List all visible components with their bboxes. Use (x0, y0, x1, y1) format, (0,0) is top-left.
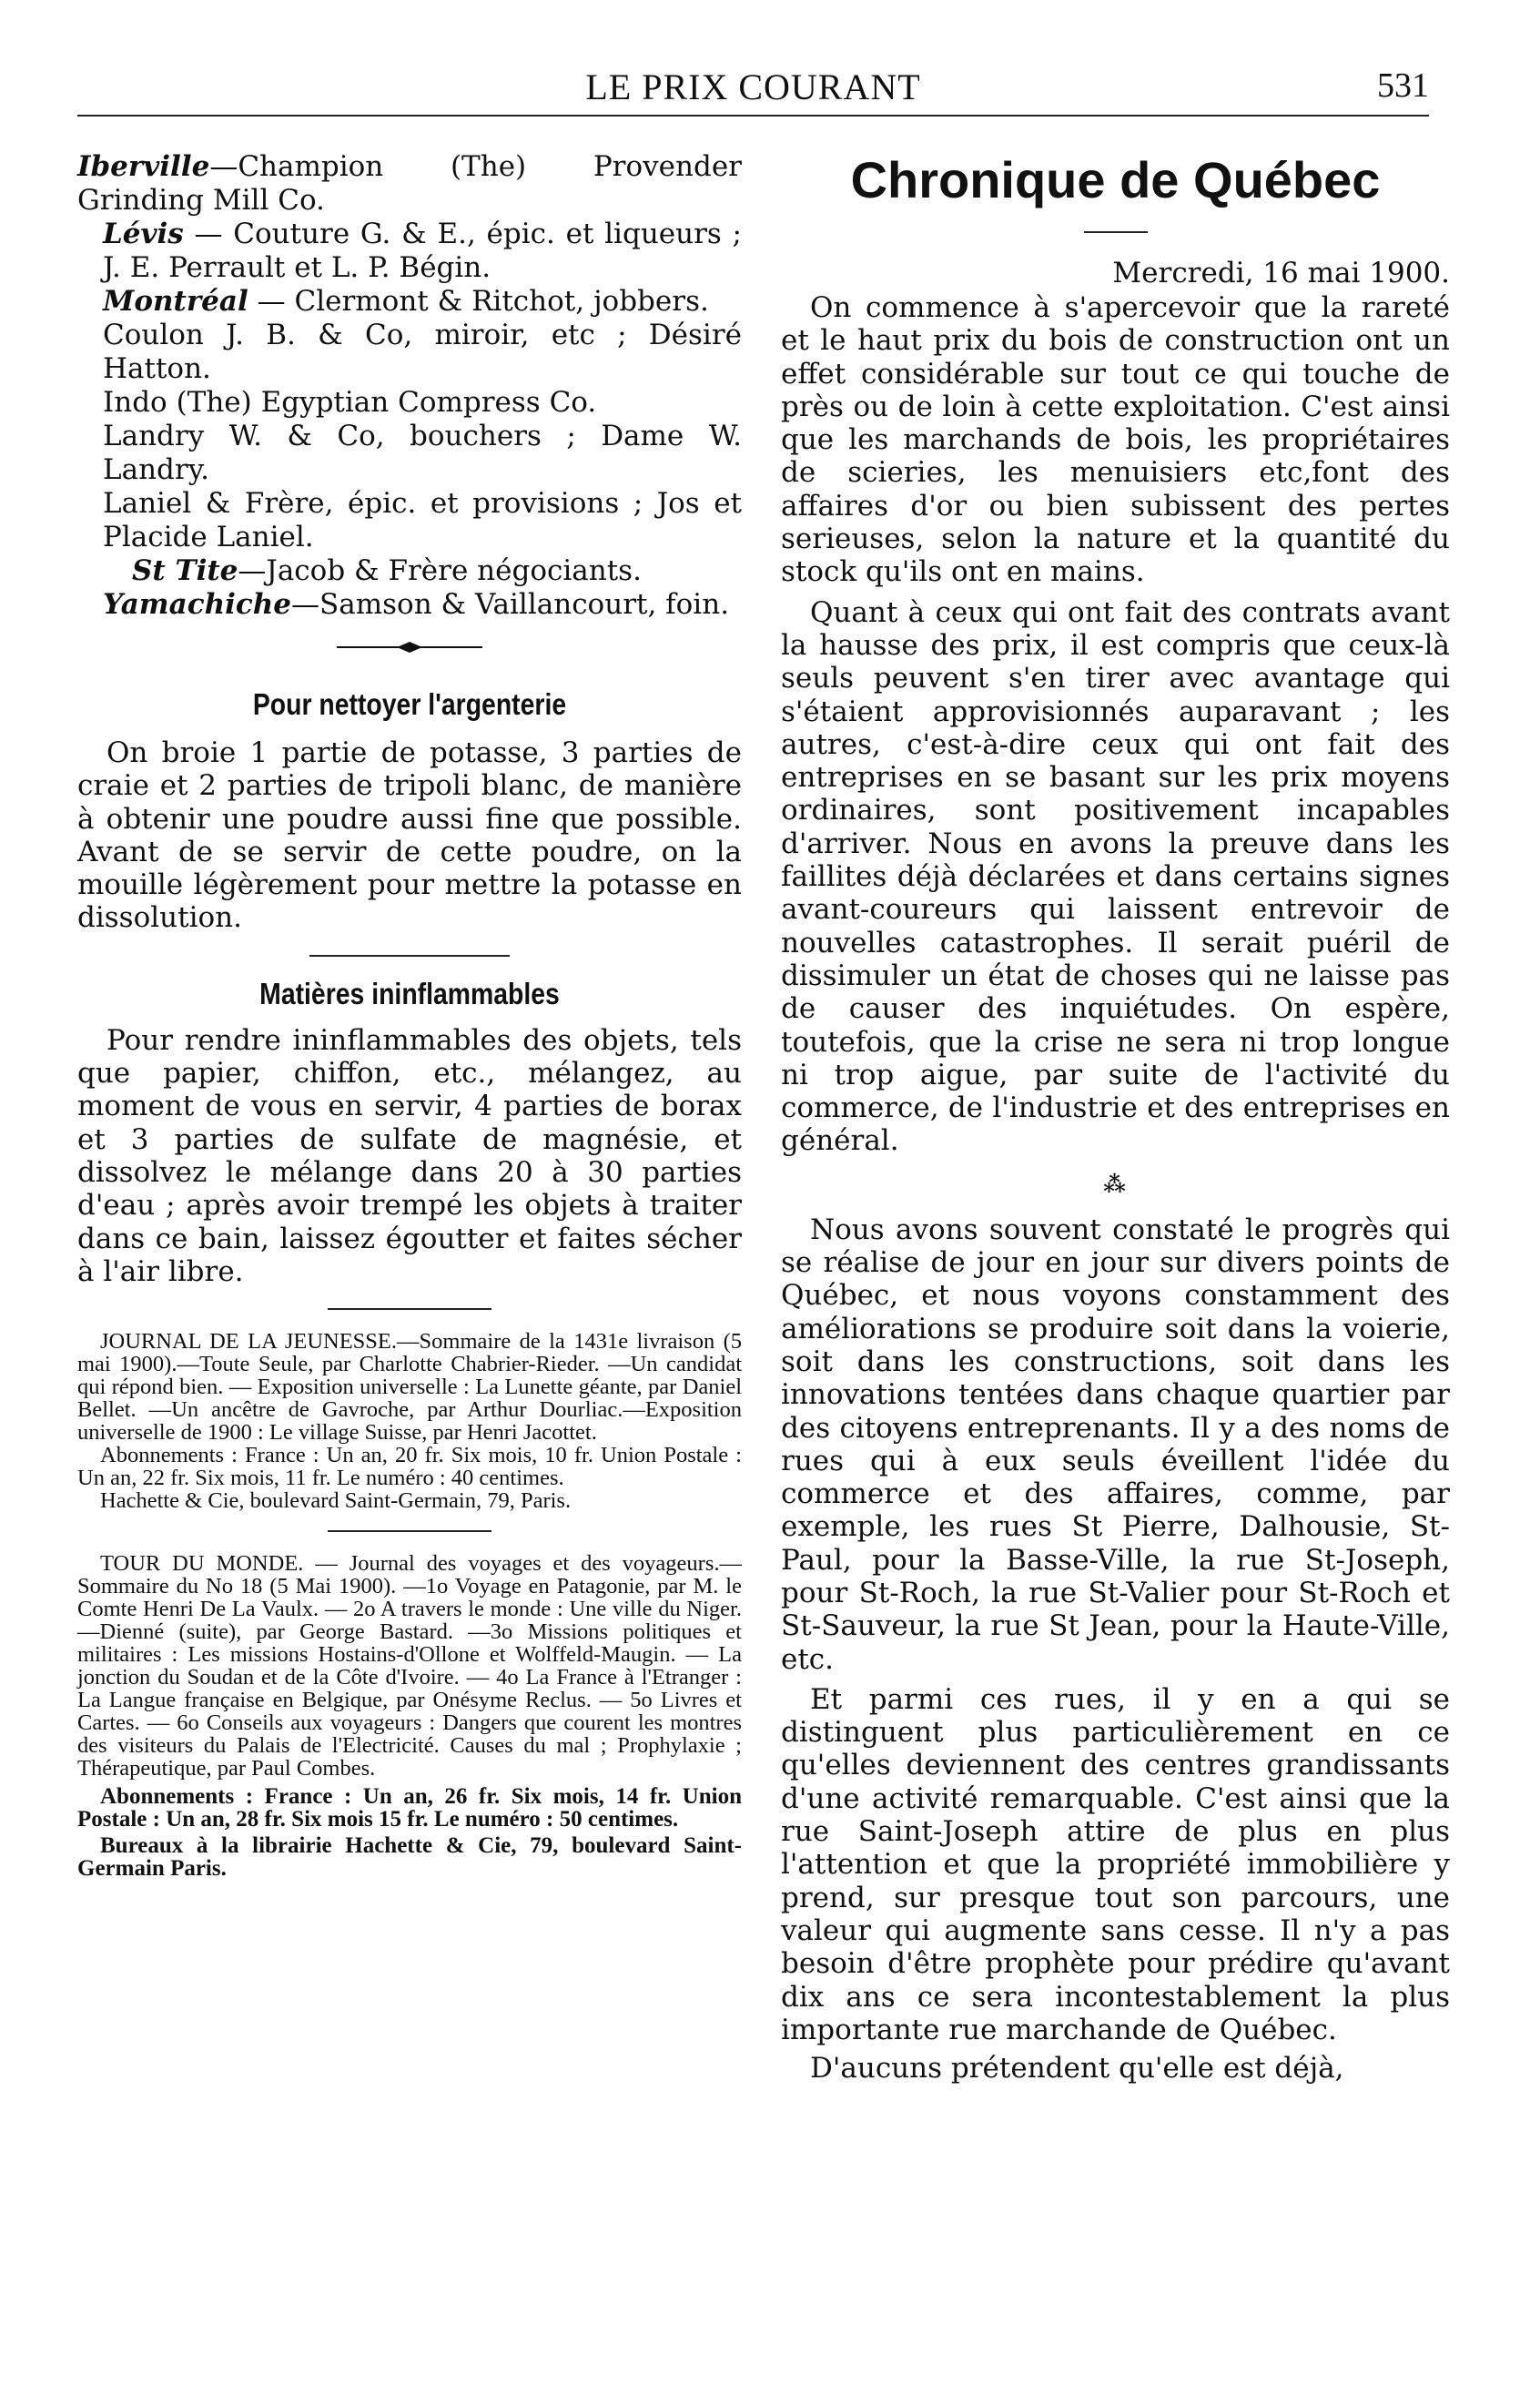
dateline: Mercredi, 16 mai 1900. (1112, 257, 1450, 289)
left-column (77, 150, 742, 1880)
article-title: Matières ininflammables (259, 976, 560, 1010)
listing-entry: Yamachiche—Samson & Vaillancourt, foin. (103, 588, 730, 621)
article-body: On broie 1 partie de potasse, 3 parties de craie et 2 parties de tripoli blanc, de manière à obtenir une poudre aussi fine que possible. Avant de se servir de cette poudre, on la mouille légèrement pour mettre la potasse en dissolution. (77, 736, 742, 935)
divider-ornament-icon (337, 640, 482, 655)
listing-entry: Indo (The) Egyptian Compress Co. (103, 386, 597, 419)
page-header (77, 62, 1429, 107)
business-listing (77, 150, 742, 622)
listing-entry: Coulon J. B. & Co, miroir, etc ; Désiré Hatton. (103, 319, 742, 385)
publication-title: LE PRIX COURANT (585, 66, 921, 107)
notice-body: TOUR DU MONDE. — Journal des voyages et des voyageurs.—Sommaire du No 18 (5 Mai 1900). —1o Voyage en Patagonie, par M. le Comte Henri De La Vaulx. — 2o A travers le monde : Une ville du Niger.—Dienné (suite), par George Bastard. —3o Missions politiques et militaires : Les missions Hostains-d'Ollone et Wolffeld-Maugin. — La jonction du Soudan et de la Côte d'Ivoire. — 4o La France à l'Etranger : La Langue française en Belgique, par Onésyme Reclus. — 5o Livres et Cartes. — 6o Conseils aux voyageurs : Dangers que courent les montres des visiteurs du Palais de l'Electricité. Causes du mal ; Prophylaxie ; Thérapeutique, par Paul Combes. (77, 1551, 742, 1781)
section-rule (328, 1308, 491, 1310)
listing-entry: St Tite—Jacob & Frère négociants. (132, 554, 642, 587)
notice-bureaux: Bureaux à la librairie Hachette & Cie, 79, boulevard Saint-Germain Paris. (77, 1833, 742, 1882)
tour-du-monde-notice (77, 1552, 742, 1880)
chronique-paragraph: On commence à s'apercevoir que la rareté et le haut prix du bois de construction ont un effet considérable sur tout ce qui touche de près ou de loin à cette exploitation. C'est ainsi que les marchands de bois, les propriétaires de scieries, les menuisiers etc,font des affaires d'or ou bien subissent des pertes serieuses, selon la nature et la quantité du stock qu'ils ont en mains. (781, 291, 1450, 589)
notice-publisher: Hachette & Cie, boulevard Saint-Germain, 79, Paris. (100, 1488, 572, 1514)
listing-entry: Laniel & Frère, épic. et provisions ; Jos et Placide Laniel. (103, 487, 742, 553)
argenterie-article (77, 687, 742, 935)
chronique-paragraph: D'aucuns prétendent qu'elle est déjà, (810, 2052, 1344, 2086)
notice-body: JOURNAL DE LA JEUNESSE.—Sommaire de la 1431e livraison (5 mai 1900).—Toute Seule, par Charlotte Chabrier-Rieder. —Un candidat qui répond bien. — Exposition universelle : La Lunette géante, par Daniel Bellet. —Un ancêtre de Gavroche, par Arthur Dourliac.—Exposition universelle de 1900 : Le village Suisse, par Henri Jacottet. (77, 1329, 742, 1446)
page-number: 531 (1377, 66, 1429, 105)
separator-stars: ⁂ (1103, 1170, 1128, 1197)
section-rule (328, 1530, 491, 1532)
notice-subscription: Abonnements : France : Un an, 26 fr. Six mois, 14 fr. Union Postale : Un an, 28 fr. Six mois 15 fr. Le numéro : 50 centimes. (77, 1784, 742, 1832)
header-rule (77, 115, 1429, 117)
chronique-title: Chronique de Québec (850, 151, 1381, 208)
listing-entry: Montréal — Clermont & Ritchot, jobbers. (103, 285, 709, 318)
section-ornament (77, 634, 742, 660)
article-title: Pour nettoyer l'argenterie (252, 687, 567, 721)
title-rule (1084, 231, 1148, 233)
ininflammables-article (77, 977, 742, 1288)
journal-jeunesse-notice (77, 1330, 742, 1512)
right-column (781, 150, 1450, 2085)
chronique-paragraph: Et parmi ces rues, il y en a qui se distinguent plus particulièrement en ce qu'elles deviennent des centres grandissants d'une activité remarquable. C'est ainsi que la rue Saint-Joseph attire de plus en plus l'attention et que la propriété immobilière y prend, sur presque tout son parcours, une valeur qui augmente sans cesse. Il n'y a pas besoin d'être prophète pour prédire qu'avant dix ans ce sera incontestablement la plus importante rue marchande de Québec. (781, 1682, 1450, 2046)
chronique-paragraph: Quant à ceux qui ont fait des contrats avant la hausse des prix, il est compris que ceux-là seuls peuvent s'en tirer avec avantage qui s'étaient approvisionnés auparavant ; les autres, c'est-à-dire ceux qui ont fait des entreprises en se basant sur les prix moyens ordinaires, sont positivement incapables d'arriver. Nous en avons la preuve dans les faillites déjà déclarées et dans certains signes avant-coureurs qui laissent entrevoir de nouvelles catastrophes. Il serait puéril de dissimuler un état de choses qui ne laisse pas de causer des inquiétudes. On espère, toutefois, que la crise ne sera ni trop longue ni trop aigue, par suite de l'activité du commerce, de l'industrie et des entreprises en général. (781, 595, 1450, 1158)
chronique-paragraph: Nous avons souvent constaté le progrès qui se réalise de jour en jour sur divers points de Québec, et nous voyons constamment des améliorations se produire soit dans la voierie, soit dans les constructions, soit dans les innovations tentées dans chaque quartier par des citoyens entreprenants. Il y a des noms de rues qui à eux seuls éveillent l'idée du commerce et des affaires, comme, par exemple, les rues St Pierre, Dalhousie, St-Paul, pour la Basse-Ville, la rue St-Joseph, pour St-Roch, la rue St-Valier pour St-Roch et St-Sauveur, la rue St Jean, pour la Haute-Ville, etc. (781, 1213, 1450, 1676)
notice-subscription: Abonnements : France : Un an, 20 fr. Six mois, 10 fr. Union Postale : Un an, 22 fr. Six mois, 11 fr. Le numéro : 40 centimes. (77, 1443, 742, 1491)
listing-entry: Lévis — Couture G. & E., épic. et liqueurs ; J. E. Perrault et L. P. Bégin. (103, 218, 742, 284)
listing-entry: Landry W. & Co, bouchers ; Dame W. Landry. (103, 420, 742, 486)
article-body: Pour rendre ininflammables des objets, tels que papier, chiffon, etc., mélangez, au moment de vous en servir, 4 parties de borax et 3 parties de sulfate de magnésie, et dissolvez le mélange dans 20 à 30 parties d'eau ; après avoir trempé les objets à traiter dans ce bain, laissez égoutter et faites sécher à l'air libre. (77, 1023, 742, 1288)
listing-entry: Iberville—Champion (The) Provender Grinding Mill Co. (77, 150, 742, 217)
section-rule (309, 955, 510, 957)
